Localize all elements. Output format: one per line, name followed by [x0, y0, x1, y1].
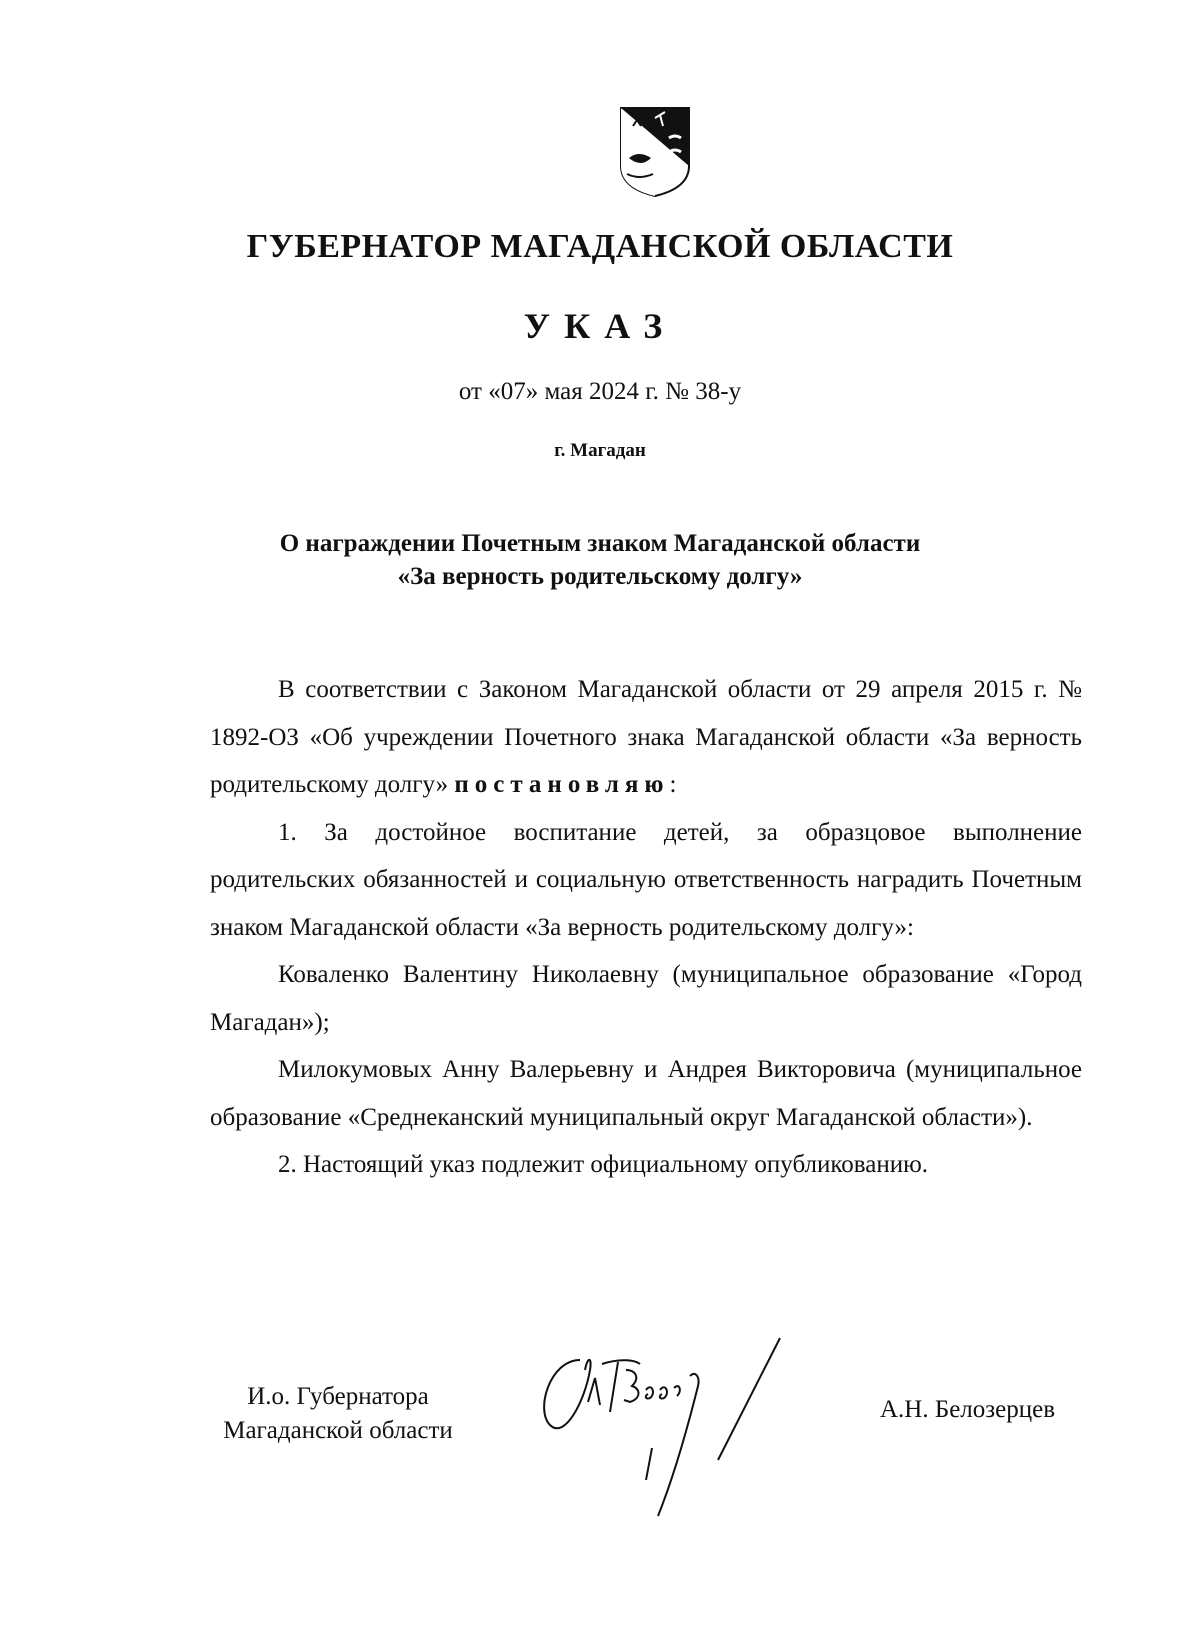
position-line-2: Магаданской области [223, 1417, 453, 1444]
handwritten-signature-icon [540, 1330, 800, 1540]
document-type: УКАЗ [523, 306, 677, 346]
decree-colon: : [669, 771, 677, 798]
title-line-1: О награждении Почетным знаком Магаданской области [279, 530, 921, 557]
signatory-position [208, 1380, 468, 1448]
signatory-name: А.Н. Белозерцев [880, 1396, 1056, 1423]
document-body [210, 666, 1082, 1189]
preamble-text: В соответствии с Законом Магаданской области от 29 апреля 2015 г. № 1892-ОЗ «Об учреждении Почетного знака Магаданской области «За верность родительскому долгу» [210, 676, 1082, 798]
document-title [0, 527, 1200, 593]
recipient-2-paragraph: Милокумовых Анну Валерьевну и Андрея Викторовича (муниципальное образование «Среднеканский муниципальный округ Магаданской области»). [210, 1056, 1082, 1131]
document-place: г. Магадан [554, 440, 646, 461]
preamble-paragraph [210, 666, 1082, 809]
document-date-number: от «07» мая 2024 г. № 38-у [458, 378, 742, 405]
decree-word: постановляю [454, 771, 670, 798]
coat-of-arms-icon [615, 104, 695, 200]
title-line-2: «За верность родительскому долгу» [397, 563, 803, 590]
item-2-paragraph: 2. Настоящий указ подлежит официальному опубликованию. [278, 1151, 929, 1178]
recipient-1-paragraph: Коваленко Валентину Николаевну (муниципальное образование «Город Магадан»); [210, 961, 1082, 1036]
position-line-1: И.о. Губернатора [247, 1383, 429, 1410]
issuing-authority: ГУБЕРНАТОР МАГАДАНСКОЙ ОБЛАСТИ [246, 228, 954, 265]
item-1-paragraph: 1. За достойное воспитание детей, за образцовое выполнение родительских обязанностей и социальную ответственность наградить Почетным знаком Магаданской области «За верность родительскому долгу»: [210, 818, 1082, 941]
